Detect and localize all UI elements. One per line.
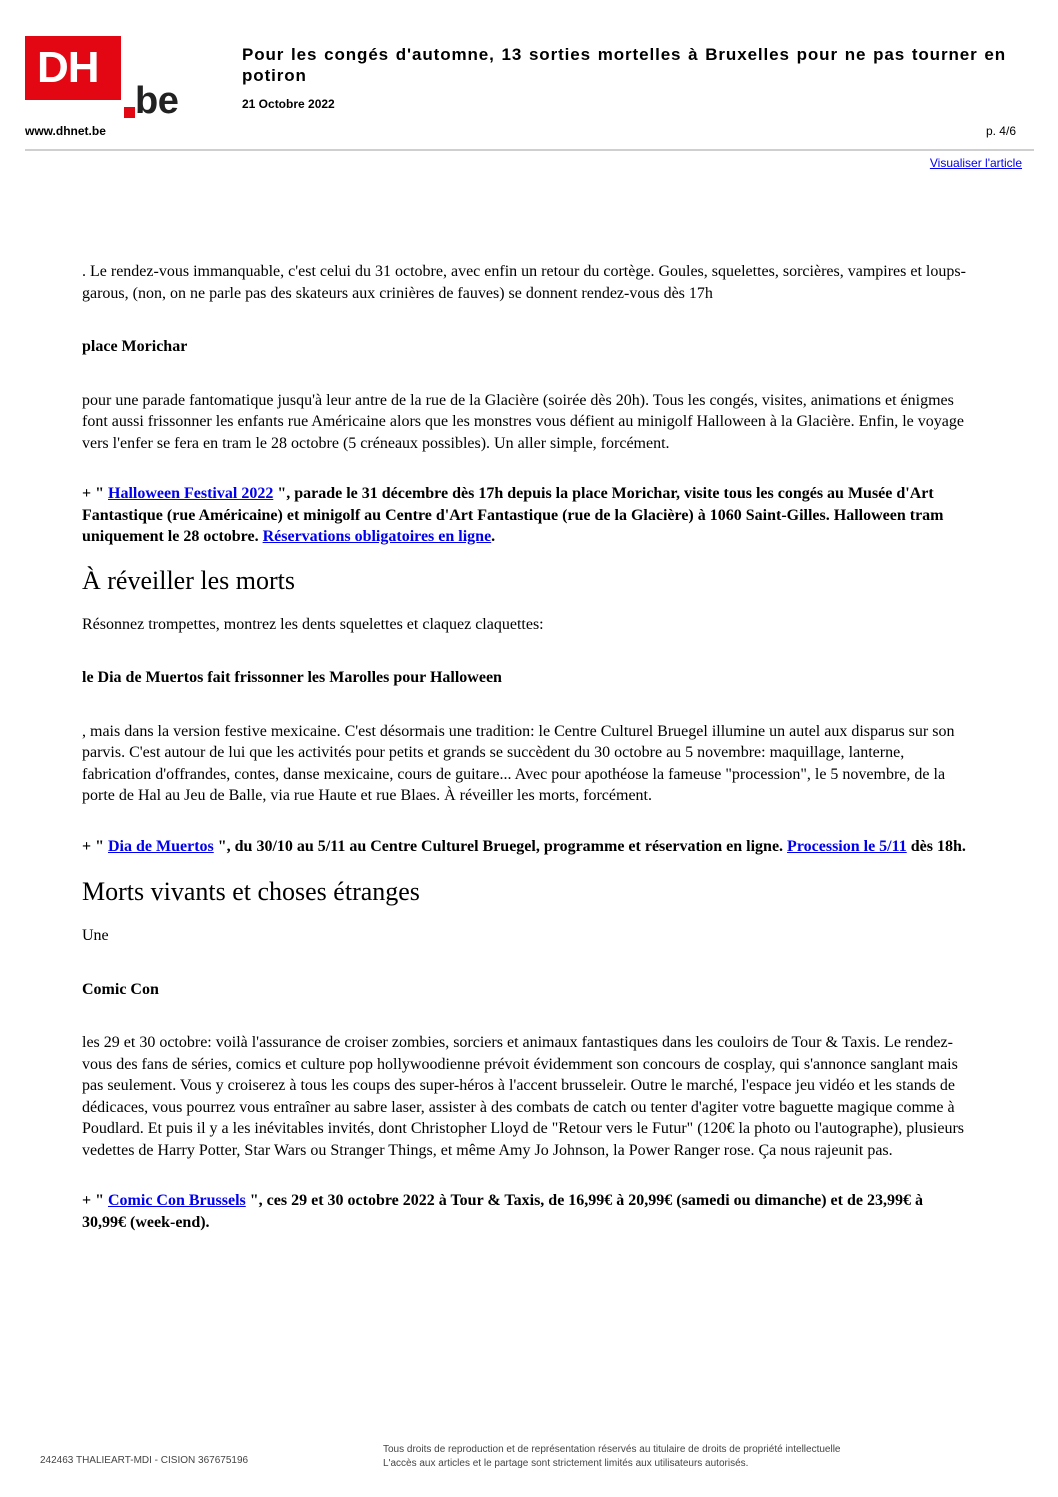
view-article-link[interactable]: Visualiser l'article: [929, 156, 1022, 170]
paragraph: Une: [82, 927, 109, 944]
comic-con-link[interactable]: Comic Con Brussels: [108, 1192, 246, 1209]
article-body: [82, 261, 970, 1233]
logo-dot: [124, 107, 135, 118]
rights-line: Tous droits de reproduction et de représentation réservés au titulaire de droits de propriété intellectuelle: [383, 1444, 841, 1455]
paragraph: . Le rendez-vous immanquable, c'est celui du 31 octobre, avec enfin un retour du cortège. Goules, squelettes, sorcières, vampires et loups-garous, (non, on ne parle pas des skateurs aux crinières de fauves) se donnent rendez-vous dès 17h: [82, 263, 966, 302]
paragraph: les 29 et 30 octobre: voilà l'assurance de croiser zombies, sorciers et animaux fantastiques dans les couloirs de Tour & Taxis. Le rendez-vous des fans de séries, comics et culture pop hollywoodienne prévoit évidemment son concours de cosplay, qui s'annonce sanglant mais pas seulement. Vous y croiserez à tous les coups des super-héros à l'accent brusseleir. Outre le marché, l'espace jeu vidéo et les stands de dédicaces, vous pourrez vous entraîner au sabre laser, assister à des combats de catch ou tenter d'agiter votre baguette magique comme à Poudlard. Et puis il y a les inévitables invités, dont Christopher Lloyd de "Retour vers le Futur" (120€ la photo ou l'autographe), plusieurs vedettes de Harry Potter, Star Wars ou Stranger Things, et même Amy Jo Johnson, la Power Ranger rose. Ça nous rajeunit pas.: [82, 1034, 965, 1159]
site-url: www.dhnet.be: [25, 124, 106, 138]
dia-de-muertos-link[interactable]: Dia de Muertos: [108, 837, 214, 855]
info-prefix: + ": [82, 837, 108, 855]
page-number: p. 4/6: [985, 124, 1016, 138]
rights-line: L'accès aux articles et le partage sont strictement limités aux utilisateurs autorisés.: [383, 1458, 749, 1469]
reservations-link[interactable]: Réservations obligatoires en ligne: [262, 528, 492, 545]
article-title: Pour les congés d'automne, 13 sorties mortelles à Bruxelles pour ne pas tourner en potiron: [242, 45, 1006, 85]
info-paragraph: [82, 483, 970, 548]
paragraph: Résonnez trompettes, montrez les dents squelettes et claquez claquettes:: [82, 615, 544, 633]
info-prefix: + ": [82, 485, 108, 502]
info-paragraph: [82, 836, 970, 858]
logo-text: DH: [37, 43, 99, 92]
logo-red-block: [25, 36, 121, 100]
info-text: ", ces 29 et 30 octobre 2022 à Tour & Taxis, de 16,99€ à 20,99€ (samedi ou dimanche) et de 23,99€ à 30,99€ (week-end).: [82, 1192, 923, 1231]
header-divider: [25, 149, 1034, 151]
logo-suffix: be: [135, 80, 179, 122]
info-end: .: [491, 528, 496, 545]
info-text: ", parade le 31 décembre dès 17h depuis la place Morichar, visite tous les congés au Musée d'Art Fantastique (rue Américaine) et minigolf au Centre d'Art Fantastique (rue de la Glacière) à 1060 Saint-Gilles. Halloween tram uniquement le 28 octobre.: [82, 485, 944, 545]
info-paragraph: [82, 1190, 970, 1233]
dh-logo: [25, 36, 196, 122]
bold-paragraph: Comic Con: [82, 980, 159, 998]
bold-paragraph: le Dia de Muertos fait frissonner les Marolles pour Halloween: [82, 669, 502, 686]
section-heading: À réveiller les morts: [82, 565, 295, 595]
footer-rights: [383, 1443, 841, 1471]
article-date: 21 Octobre 2022: [242, 97, 335, 111]
halloween-festival-link[interactable]: Halloween Festival 2022: [108, 485, 274, 502]
procession-link[interactable]: Procession le 5/11: [787, 837, 907, 855]
info-text: ", du 30/10 au 5/11 au Centre Culturel Bruegel, programme et réservation en ligne.: [213, 837, 788, 855]
section-heading: Morts vivants et choses étranges: [82, 877, 420, 906]
bold-paragraph: place Morichar: [82, 338, 188, 355]
paragraph: , mais dans la version festive mexicaine. C'est désormais une tradition: le Centre Culturel Bruegel illumine un autel aux disparus sur son parvis. C'est autour de lui que les activités pour petits et grands se succèdent du 30 octobre au 5 novembre: maquillage, lanterne, fabrication d'offrandes, contes, danse mexicaine, cours de guitare... Avec pour apothéose la fameuse "procession", le 5 novembre, de la porte de Hal au Jeu de Balle, via rue Haute et rue Blaes. À réveiller les morts, forcément.: [82, 722, 955, 804]
info-end: dès 18h.: [906, 837, 966, 855]
paragraph: pour une parade fantomatique jusqu'à leur antre de la rue de la Glacière (soirée dès 20h). Tous les congés, visites, animations et énigmes font aussi frissonner les enfants rue Américaine alors que les monstres vous défient au minigolf Halloween à la Glacière. Enfin, le voyage vers l'enfer se fera en tram le 28 octobre (5 créneaux possibles). Un aller simple, forcément.: [82, 391, 964, 452]
footer-id: 242463 THALIEART-MDI - CISION 367675196: [40, 1455, 249, 1466]
info-prefix: + ": [82, 1192, 108, 1209]
